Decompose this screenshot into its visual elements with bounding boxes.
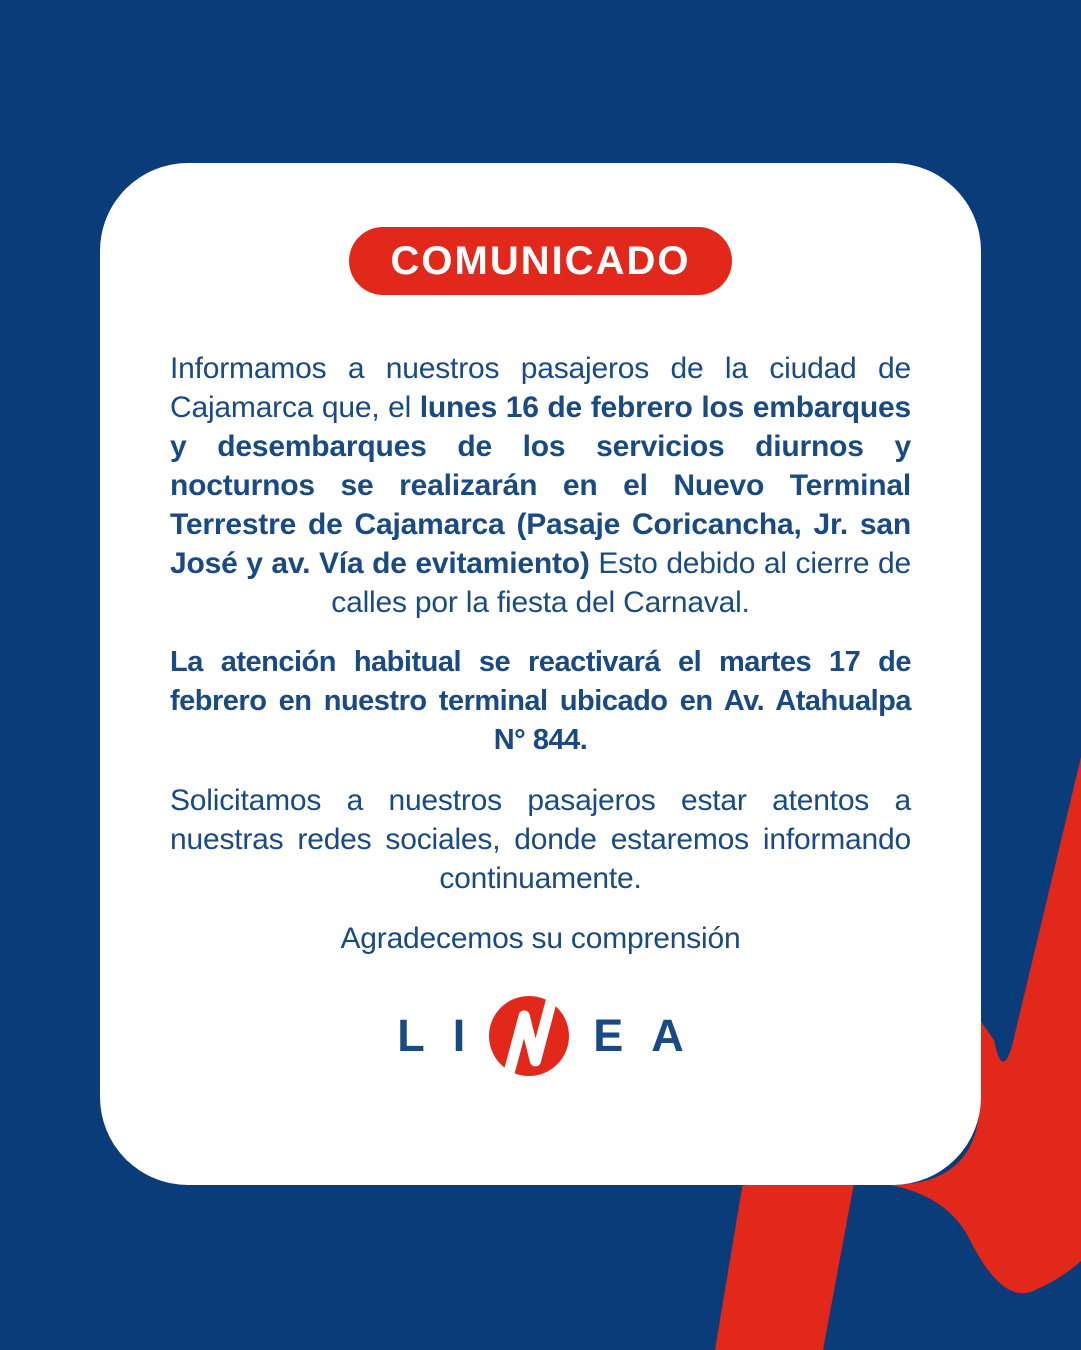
logo-letter-a: A	[651, 1010, 684, 1061]
paragraph-1	[170, 349, 911, 622]
announcement-body	[100, 349, 981, 958]
paragraph-3: Solicitamos a nuestros pasajeros estar atentos a nuestras redes sociales, donde estaremos informando continuamente.	[170, 784, 911, 895]
p1-regular-tail: Esto debido al cierre de calles por la fiesta del Carnaval.	[331, 547, 911, 619]
comunicado-badge	[349, 227, 733, 295]
badge-row	[100, 227, 981, 295]
logo-letter-i: I	[452, 1010, 466, 1061]
p1-regular-lead: Informamos a nuestros pasajeros de la ciudad de Cajamarca que, el	[170, 352, 911, 424]
badge-label: COMUNICADO	[390, 239, 691, 283]
logo-letter-e: E	[593, 1010, 624, 1061]
logo-n-icon	[489, 996, 569, 1076]
logo-n-circle	[489, 996, 569, 1076]
logo-letter-l: L	[397, 1010, 425, 1061]
linea-logo	[100, 996, 981, 1076]
paragraph-2: La atención habitual se reactivará el martes 17 de febrero en nuestro terminal ubicado en Av. Atahualpa N° 844.	[170, 646, 911, 756]
p1-bold-detail: lunes 16 de febrero los embarques y desembarques de los servicios diurnos y nocturnos se realizarán en el Nuevo Terminal Terrestre de Cajamarca (Pasaje Coricancha, Jr. san José y av. Vía de evitamiento)	[170, 391, 911, 580]
announcement-card	[100, 163, 981, 1185]
paragraph-4: Agradecemos su comprensión	[340, 922, 741, 955]
